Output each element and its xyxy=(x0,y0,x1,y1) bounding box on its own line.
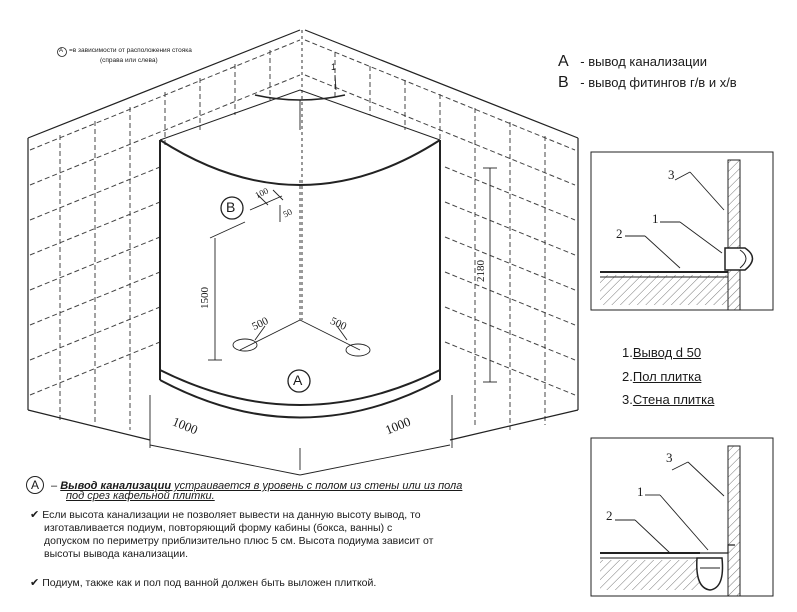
check-icon: ✔ xyxy=(30,577,40,589)
bullet-1-line2: изготавливается подиум, повторяющий форму кабины (бокса, ванны) с xyxy=(44,522,393,534)
list-num-3: 3. xyxy=(622,392,633,407)
note-line2: (справа или слева) xyxy=(100,57,158,64)
detail-bottom-label-1: 1 xyxy=(637,484,644,499)
main-note-line2: под срез кафельной плитки. xyxy=(66,490,215,502)
check-icon: ✔ xyxy=(30,509,40,521)
dim-width-right: 1000 xyxy=(382,413,413,438)
dim-dist-right: 500 xyxy=(328,315,349,333)
dim-top-marker: 1 xyxy=(331,62,337,72)
note-symbol: A xyxy=(59,48,64,54)
dim-height-total: 2180 xyxy=(475,260,487,282)
list-text-3: Стена плитка xyxy=(632,392,715,407)
detail-top-label-2: 2 xyxy=(616,226,623,241)
dim-height-fittings: 1500 xyxy=(199,287,211,309)
main-note-bold: Вывод канализации xyxy=(60,480,172,492)
list-num-2: 2. xyxy=(622,369,633,384)
list-item-3 xyxy=(622,392,714,407)
detail-top-label-3: 3 xyxy=(668,167,675,182)
dim-dist-left: 500 xyxy=(250,315,271,333)
legend-b xyxy=(558,74,737,92)
dim-b-spacing: 100 xyxy=(253,185,270,201)
bullet-1-line3: допуском по периметру приблизительно плюс 5 см. Высота подиума зависит от xyxy=(44,535,434,547)
list-text-2: Пол плитка xyxy=(632,369,702,384)
legend-a xyxy=(558,53,707,71)
dim-width-left: 1000 xyxy=(170,413,201,438)
left-wall-outline xyxy=(28,30,303,440)
bullet-1 xyxy=(30,509,433,561)
bullet-1-line4: высоты вывода канализации. xyxy=(44,548,189,560)
main-note-rest: устраивается в уровень с полом из стены или из пола xyxy=(171,480,463,492)
legend-a-letter: A xyxy=(558,53,569,70)
marker-b-label: B xyxy=(226,199,236,215)
note-line1: =в зависимости от расположения стояка xyxy=(69,47,192,54)
list-num-1: 1. xyxy=(622,345,633,360)
list-item-1 xyxy=(622,345,701,360)
bullet-1-line1: Если высота канализации не позволяет вывести на данную высоту вывод, то xyxy=(42,509,421,521)
legend-b-text: - вывод фитингов г/в и х/в xyxy=(580,75,737,90)
bullet-2-line1: Подиум, также как и пол под ванной должен быть выложен плиткой. xyxy=(42,577,377,589)
main-note-dash: – xyxy=(48,480,61,492)
legend-a-text: - вывод канализации xyxy=(580,54,708,69)
detail-bottom-label-3: 3 xyxy=(666,450,673,465)
list-text-1: Вывод d 50 xyxy=(632,345,702,360)
detail-top-label-1: 1 xyxy=(652,211,659,226)
marker-a-label: A xyxy=(293,372,303,388)
list-item-2 xyxy=(622,369,701,384)
legend-b-letter: B xyxy=(558,74,569,91)
main-note-letter: A xyxy=(26,476,44,494)
detail-bottom xyxy=(591,438,773,596)
dim-b-offset: 50 xyxy=(281,206,294,220)
dimension-lines xyxy=(150,75,497,475)
detail-bottom-label-2: 2 xyxy=(606,508,613,523)
bullet-2 xyxy=(30,577,376,590)
